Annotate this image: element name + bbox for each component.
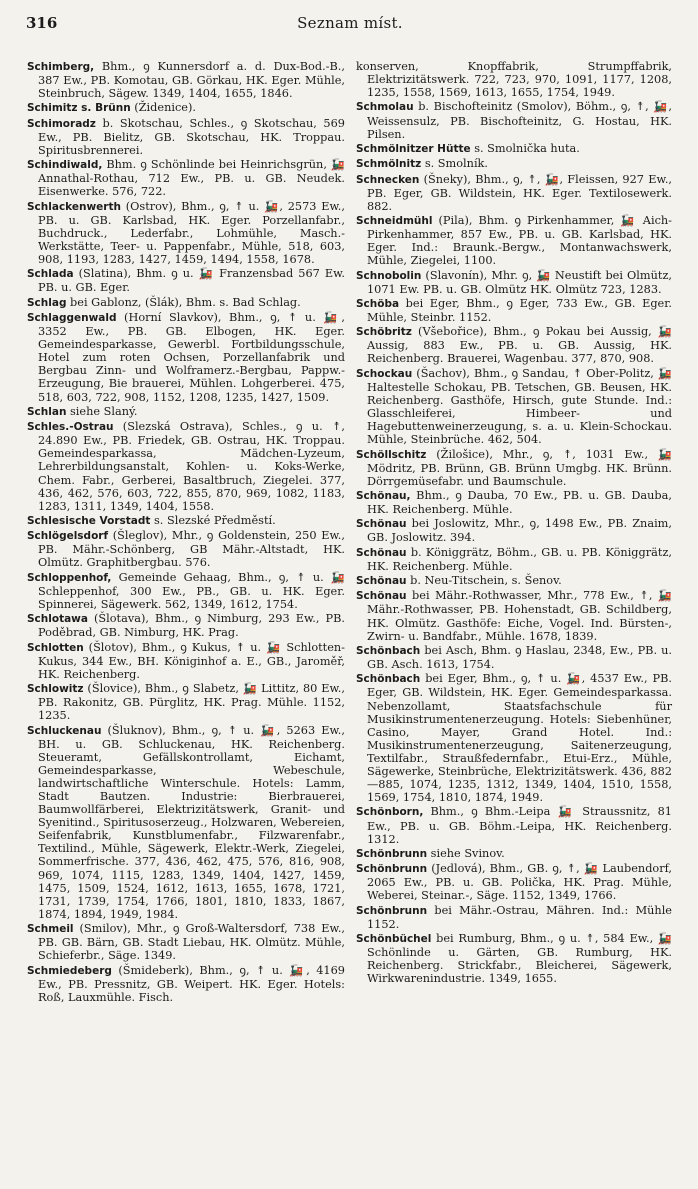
gazetteer-entry (27, 514, 345, 528)
entry-headword: Schockau (356, 367, 413, 380)
entry-text: b. Königgrätz, Böhm., GB. u. PB. Königgrätz, HK. Reichenberg. Mühle. (367, 545, 672, 573)
gazetteer-entry (27, 571, 345, 611)
entry-text: Bhm., ꝯ Dauba, 70 Ew., PB. u. GB. Dauba, HK. Reichenberg. Mühle. (367, 488, 672, 517)
entry-headword: Schlada (27, 268, 74, 281)
entry-headword: Schönbach (356, 644, 421, 657)
entry-text: (Židenice). (130, 101, 196, 115)
entry-text: b. Bischofteinitz (Smolov), Böhm., ꝯ, ↟, 🚂, Weissensulz, PB. Bischofteinitz, G. Hostau, HK. Pilsen. (367, 100, 672, 141)
entry-text: s. Smolník. (421, 157, 488, 171)
entry-headword: Schöba (356, 297, 400, 310)
gazetteer-entry (27, 60, 345, 100)
gazetteer-entry (356, 269, 672, 296)
entry-headword: Schönbrunn (356, 904, 428, 917)
entry-text: (Pila), Bhm. ꝯ Pirkenhammer, 🚂 Aich-Pirkenhammer, 857 Ew., PB. u. GB. Karlsbad, HK. Eger. Ind.: Braunk.-Bergw., Montanwachswerk, Mühle, Ziegelei, 1100. (367, 213, 672, 268)
entry-text: (Šlotava), Bhm., ꝯ Nimburg, 293 Ew., PB. Poděbrad, GB. Nimburg, HK. Prag. (38, 612, 345, 640)
entry-text: bei Joslowitz, Mhr., ꝯ, 1498 Ew., PB. Znaim, GB. Joslowitz. 394. (367, 517, 672, 545)
entry-text: (Horní Slavkov), Bhm., ꝯ, ↟ u. 🚂, 3352 Ew., PB. GB. Elbogen, HK. Eger. Gemeindesparkasse, Gewerbl. Fortbildungsschule, Hotel zum roten Ochsen, Porzellanfabrik und Bergbau Zinn- und Wolframerz.-Bergbau, Pappw.-Erzeugung, Bie brauerei, Mühlen. Lohgerberei. 475, 518, 603, 722, 908, 1152, 1208, 1235, 1427, 1509. (38, 311, 345, 404)
entry-text: (Slezská Ostrava), Schles., ꝯ u. ↟, 24.890 Ew., PB. Friedek, GB. Ostrau, HK. Troppau. Gemeindesparkassa, Mädchen-Lyzeum, Lehrerbildungsanstalt, Kohlen- u. Koks-Werke, Chem. Fabr., Gerberei, Basaltbruch, Ziegelei. 377, 436, 462, 576, 603, 722, 855, 870, 969, 1082, 1183, 1283, 1311, 1349, 1404, 1558. (38, 420, 345, 513)
entry-headword: Schönbrunn (356, 847, 428, 860)
entry-text: (Slavonín), Mhr. ꝯ, 🚂 Neustift bei Olmütz, 1071 Ew. PB. u. GB. Olmütz HK. Olmütz 723, 1283. (367, 268, 672, 296)
gazetteer-entry (356, 574, 672, 588)
gazetteer-entry (356, 805, 672, 845)
gazetteer-entry (356, 448, 672, 488)
entry-text: konserven, Knopffabrik, Strumpffabrik, Elektrizitätswerk. 722, 723, 970, 1091, 1177, 1208, 1235, 1558, 1569, 1613, 1655, 1754, 1949. (356, 60, 672, 100)
gazetteer-entry (27, 311, 345, 404)
gazetteer-entry (27, 420, 345, 513)
entry-headword: Schlackenwerth (27, 200, 121, 213)
entry-headword: Schönau (356, 546, 407, 559)
entry-text: (Jedlová), Bhm., GB. ꝯ, ↟, 🚂 Laubendorf, 2065 Ew., PB. u. GB. Polička, HK. Prag. Mühle, Weberei, Steinar.-, Säge. 1152, 1349, 1766. (367, 862, 672, 903)
entry-headword: Schmeil (27, 923, 74, 936)
gazetteer-entry (356, 546, 672, 573)
entry-text: (Šluknov), Bhm., ꝯ, ↟ u. 🚂, 5263 Ew., BH. u. GB. Schluckenau, HK. Reichenberg. Steueramt, Gefällskontrollamt, Eichamt, Gemeindesparkasse, Webeschule, landwirtschaftliche Winterschule. Hotels: Lamm, Stadt Bautzen. Industrie: Bierbrauerei, Baumwollfärberei, Elektrizitätswerk, Granit- und Syenitind., Spiritusoserzeug., Holzwaren, Webereien, Seifenfabrik, Kunstblumenfabr., Filzwarenfabr., Textilind., Mühle, Sägewerk, Elektr.-Werk, Ziegelei, Sommerfrische. 377, 436, 462, 475, 576, 816, 908, 969, 1074, 1115, 1283, 1349, 1404, 1427, 1459, 1475, 1509, 1524, 1612, 1613, 1655, 1678, 1721, 1731, 1739, 1754, 1766, 1801, 1810, 1833, 1867, 1874, 1894, 1949, 1984. (38, 723, 345, 921)
gazetteer-entry (27, 964, 345, 1004)
gazetteer-entry (356, 672, 672, 804)
entry-headword: Schimoradz (27, 117, 96, 130)
gazetteer-entry (356, 589, 672, 642)
entry-text: bei Rumburg, Bhm., ꝯ u. ↟, 584 Ew., 🚂 Schönlinde u. Gärten, GB. Rumburg, HK. Reichenberg. Strickfabr., Bleicherei, Sägewerk, Wirkwarenindustrie. 1349, 1655. (367, 932, 672, 986)
entry-headword: Schlag (27, 296, 67, 309)
gazetteer-entry (356, 847, 672, 861)
entry-text: (Všebořice), Bhm., ꝯ Pokau bei Aussig, 🚂 Aussig, 883 Ew., PB. u. GB. Aussig, HK. Reichenberg. Brauerei, Wagenbau. 377, 870, 908. (367, 325, 672, 366)
gazetteer-entry (356, 297, 672, 324)
gazetteer-entry (356, 325, 672, 365)
entry-text: Bhm. ꝯ Schönlinde bei Heinrichsgrün, 🚂 Annathal-Rothau, 712 Ew., PB. u. GB. Neudek. Eisenwerke. 576, 722. (38, 158, 345, 199)
entry-text: siehe Slaný. (66, 404, 138, 418)
entry-headword: Schöllschitz (356, 448, 427, 461)
entry-text: bei Mähr.-Ostrau, Mähren. Ind.: Mühle 1152. (367, 903, 672, 931)
page-number: 316 (26, 14, 58, 32)
gazetteer-entry (27, 724, 345, 921)
gazetteer-entry (356, 367, 672, 447)
entry-headword: Schönau (356, 590, 407, 603)
gazetteer-entry (27, 296, 345, 310)
entry-headword: Schmölnitzer Hütte (356, 142, 471, 155)
gazetteer-entry (356, 489, 672, 516)
gazetteer-entry (27, 529, 345, 569)
gazetteer-entry (356, 100, 672, 140)
entry-headword: Schmölnitz (356, 158, 422, 171)
page-header (26, 14, 674, 38)
gazetteer-entry (27, 612, 345, 639)
entry-headword: Schlesische Vorstadt (27, 514, 151, 527)
entry-headword: Schlowitz (27, 683, 84, 696)
gazetteer-entry (27, 101, 345, 115)
gazetteer-entry (27, 267, 345, 294)
gazetteer-entry (27, 117, 345, 157)
entry-headword: Schmiedeberg (27, 964, 112, 977)
entry-text: Gemeinde Gehaag, Bhm., ꝯ, ↟ u. 🚂 Schleppenhof, 300 Ew., PB., GB. u. HK. Eger. Spinnerei, Sägewerk. 562, 1349, 1612, 1754. (38, 570, 345, 611)
entry-headword: Schönbrunn (356, 863, 428, 876)
entry-text: (Slatina), Bhm. ꝯ u. 🚂 Franzensbad 567 Ew. PB. u. GB. Eger. (38, 267, 345, 295)
entry-text: bei Eger, Bhm., ꝯ, ↟ u. 🚂, 4537 Ew., PB. Eger, GB. Wildstein, HK. Eger. Gemeindesparkassa. Nebenzollamt, Staatsfachschule für Musikinstrumentenerzeugung. Hotels: Siebenhüner, Casino, Mayer, Grand Hotel. Ind.: Musikinstrumentenerzeugung, Saitenerzeugung, Textilfabr., Straußfedernfabr., Etui-Erz., Mühle, Sägewerke, Steinbrüche, Elektrizitätswerk. 436, 882—885, 1074, 1235, 1312, 1349, 1404, 1510, 1558, 1569, 1754, 1810, 1874, 1949. (367, 672, 672, 805)
entry-headword: Schöbritz (356, 326, 412, 339)
entry-text: b. Skotschau, Schles., ꝯ Skotschau, 569 Ew., PB. Bielitz, GB. Skotschau, HK. Troppau. Spiritusbrennerei. (38, 116, 345, 157)
entry-headword: Schlaggenwald (27, 312, 117, 324)
gazetteer-entry (27, 200, 345, 266)
entry-headword: Schnecken (356, 173, 420, 186)
entry-text: bei Gablonz, (Šlák), Bhm. s. Bad Schlag. (66, 295, 301, 309)
entry-headword: Schluckenau (27, 724, 102, 737)
entry-text: (Ostrov), Bhm., ꝯ, ↟ u. 🚂, 2573 Ew., PB. u. GB. Karlsbad, HK. Eger. Porzellanfabr., Buchdruck., Lederfabr., Lohmühle, Masch.-Werkstätte, Teer- u. Pappenfabr., Mühle, 518, 603, 908, 1193, 1283, 1427, 1459, 1494, 1558, 1678. (38, 199, 345, 267)
entry-headword: Schönau (356, 518, 407, 531)
right-column (356, 60, 672, 987)
entry-text: bei Mähr.-Rothwasser, Mhr., 778 Ew., ↟, 🚂 Mähr.-Rothwasser, PB. Hohenstadt, GB. Schildberg, HK. Olmütz. Gasthöfe: Eiche, Vogel. Ind. Bürsten-, Zwirn- u. Bandfabr., Mühle. 1678, 1839. (367, 589, 672, 643)
gazetteer-entry (356, 214, 672, 267)
gazetteer-entry (27, 158, 345, 198)
entry-headword: Schönbach (356, 673, 421, 686)
entry-headword: Schönbüchel (356, 933, 432, 946)
entry-text: bei Eger, Bhm., ꝯ Eger, 733 Ew., GB. Eger. Mühle, Steinbr. 1152. (367, 296, 672, 324)
gazetteer-entry (356, 142, 672, 156)
entry-headword: Schloppenhof, (27, 571, 112, 584)
entry-headword: Schneidmühl (356, 214, 433, 227)
gazetteer-entry (27, 405, 345, 419)
entry-text: s. Slezské Předměstí. (150, 513, 276, 527)
entry-headword: Schles.-Ostrau (27, 421, 114, 434)
entry-text: s. Smolnička huta. (470, 141, 580, 155)
entry-headword: Schönau, (356, 489, 411, 502)
entry-headword: Schindiwald, (27, 159, 103, 172)
gazetteer-entry (356, 862, 672, 902)
entry-text: (Šleglov), Mhr., ꝯ Goldenstein, 250 Ew., PB. Mähr.-Schönberg, GB Mähr.-Altstadt, HK. Olmütz. Graphitbergbau. 576. (38, 529, 345, 570)
entry-text: (Šachov), Bhm., ꝯ Sandau, ↟ Ober-Politz, 🚂 Haltestelle Schokau, PB. Tetschen, GB. Beusen, HK. Reichenberg. Gasthöfe, Hirsch, gute Stunde. Ind.: Glasschleiferei, Himbeer- und Hagebuttenweinerzeugung, s. a. u. Klein-Schockau. Mühle, Steinbrüche. 462, 504. (367, 366, 672, 447)
entry-headword: Schimberg, (27, 61, 95, 73)
gazetteer-entry (356, 517, 672, 544)
entry-headword: Schlan (27, 405, 67, 418)
gazetteer-entry (356, 60, 672, 99)
left-column (27, 60, 345, 1005)
entry-text: b. Neu-Titschein, s. Šenov. (406, 574, 562, 588)
gazetteer-entry (356, 157, 672, 171)
entry-headword: Schmolau (356, 101, 414, 114)
gazetteer-entry (356, 904, 672, 931)
gazetteer-entry (356, 173, 672, 213)
entry-headword: Schönborn, (356, 806, 424, 819)
entry-text: bei Asch, Bhm. ꝯ Haslau, 2348, Ew., PB. u. GB. Asch. 1613, 1754. (367, 643, 672, 672)
gazetteer-entry (27, 682, 345, 722)
gazetteer-entry (27, 922, 345, 962)
gazetteer-entry (356, 644, 672, 671)
entry-text: (Šneky), Bhm., ꝯ, ↟, 🚂, Fleissen, 927 Ew., PB. Eger, GB. Wildstein, HK. Eger. Textilosewerk. 882. (367, 172, 672, 213)
gazetteer-entry (356, 932, 672, 985)
entry-text: siehe Svinov. (427, 846, 505, 860)
entry-text: Bhm., ꝯ Kunnersdorf a. d. Dux-Bod.-B., 387 Ew., PB. Komotau, GB. Görkau, HK. Eger. Mühle, Steinbruch, Sägew. 1349, 1404, 1655, 1846. (38, 60, 345, 101)
entry-text: (Šlovice), Bhm., ꝯ Slabetz, 🚂 Littitz, 80 Ew., PB. Rakonitz, GB. Pürglitz, HK. Prag. Mühle. 1152, 1235. (38, 682, 345, 723)
page-title: Seznam míst. (297, 14, 403, 32)
entry-headword: Schlotawa (27, 613, 88, 626)
entry-headword: Schönau (356, 575, 407, 588)
entry-text: (Šlotov), Bhm., ꝯ Kukus, ↟ u. 🚂 Schlotten-Kukus, 344 Ew., BH. Königinhof a. E., GB., Jaroměř, HK. Reichenberg. (38, 640, 345, 681)
entry-text: Bhm., ꝯ Bhm.-Leipa 🚂 Straussnitz, 81 Ew., PB. u. GB. Böhm.-Leipa, HK. Reichenberg. 1312. (367, 805, 672, 846)
gazetteer-entry (27, 641, 345, 681)
entry-text: (Šmideberk), Bhm., ꝯ, ↟ u. 🚂, 4169 Ew., PB. Pressnitz, GB. Weipert. HK. Eger. Hotels: Roß, Lauxmühle. Fisch. (38, 963, 345, 1004)
entry-headword: Schlotten (27, 641, 84, 654)
entry-text: (Smilov), Mhr., ꝯ Groß-Waltersdorf, 738 Ew., PB. GB. Bärn, GB. Stadt Liebau, HK. Olmütz. Mühle, Schieferbr., Säge. 1349. (38, 922, 345, 963)
entry-headword: Schnobolin (356, 269, 422, 282)
entry-text: (Žilošice), Mhr., ꝯ, ↟, 1031 Ew., 🚂 Mödritz, PB. Brünn, GB. Brünn Umgbg. HK. Brünn. Dörrgemüsefabr. und Baumschule. (367, 447, 672, 488)
entry-headword: Schlögelsdorf (27, 530, 109, 543)
entry-headword: Schimitz s. Brünn (27, 102, 131, 115)
